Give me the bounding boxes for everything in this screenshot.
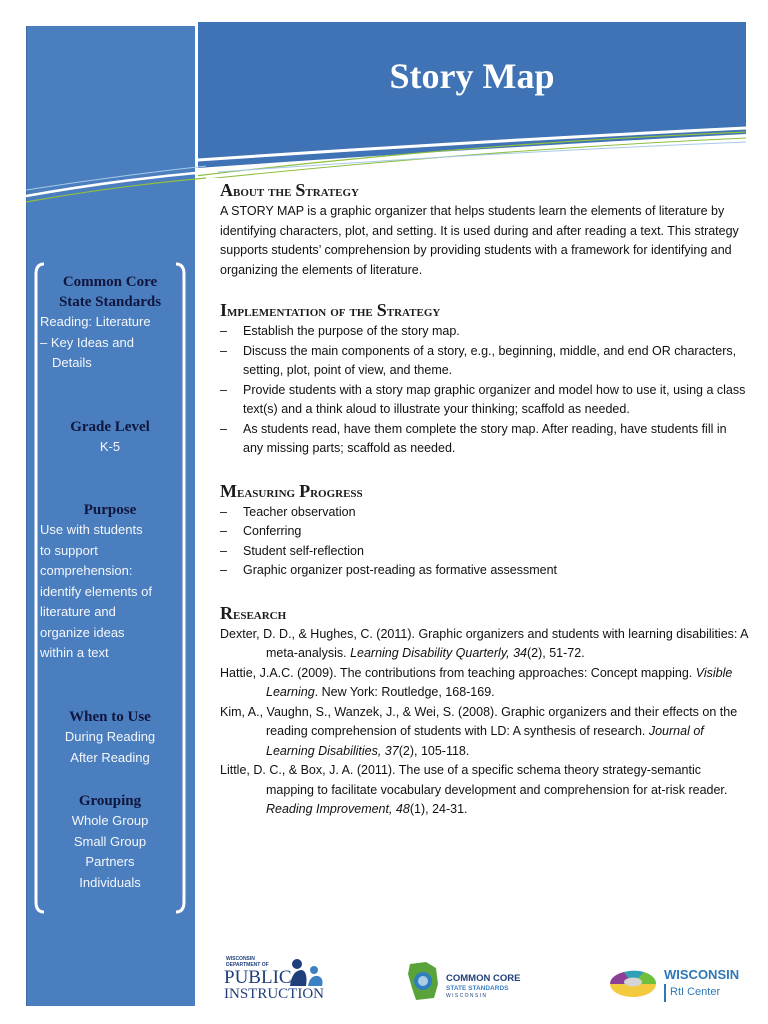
sidebar-swoosh — [26, 150, 206, 210]
purpose-line: Use with students — [40, 522, 143, 537]
grouping-line: Partners — [85, 854, 135, 869]
standards-section — [26, 272, 194, 374]
purpose-line: organize ideas — [40, 624, 125, 640]
research-ref: Dexter, D. D., & Hughes, C. (2011). Graphic organizers and students with learning disabilities: A meta-analysis. Learning Disability Quarterly, 34(2), 51-72. — [220, 626, 748, 660]
grouping-line: Whole Group — [71, 813, 149, 828]
main-content — [220, 180, 748, 820]
list-item: – As students read, have them complete the story map. After reading, have students fill in any missing parts; scaffold as needed. — [220, 420, 748, 459]
purpose-section — [26, 500, 194, 664]
standards-line: – Key Ideas and — [40, 334, 134, 350]
list-item: – Provide students with a story map graphic organizer and model how to use it, using a class text(s) and a think aloud to illustrate your thinking; scaffold as needed. — [220, 381, 748, 420]
grade-value: K-5 — [99, 439, 121, 454]
about-text: A STORY MAP is a graphic organizer that helps students learn the elements of literature by identifying characters, plot, and setting. It is used during and after reading a text. This strategy supports students’ comprehension by providing students with a framework for identifying and organizing the elements of literature. — [220, 204, 739, 277]
grouping-section — [26, 791, 194, 893]
dpi-logo: WISCONSIN DEPARTMENT OF PUBLIC INSTRUCTION — [224, 956, 324, 1002]
about-heading: About the Strategy — [220, 180, 360, 200]
rti-pie-icon — [608, 960, 658, 1000]
rti-center-logo: WISCONSIN RtI Center — [608, 960, 748, 1008]
list-item: – Teacher observation — [220, 503, 748, 523]
people-icon — [288, 958, 326, 988]
when-line: During Reading — [64, 729, 156, 744]
when-heading: When to Use — [69, 709, 151, 725]
wisconsin-map-icon — [406, 960, 442, 1002]
purpose-heading: Purpose — [83, 502, 137, 518]
common-core-logo: COMMON CORE STATE STANDARDS W I S C O N S I N — [406, 960, 536, 1008]
purpose-line: comprehension: — [40, 563, 133, 578]
list-item: – Conferring — [220, 522, 748, 542]
standards-heading-1: Common Core — [62, 274, 158, 290]
measuring-heading: Measuring Progress — [220, 480, 363, 501]
research-ref: Little, D. C., & Box, J. A. (2011). The use of a specific schema theory strategy-semantic mapping to facilitate vocabulary development and comprehension for at-risk reader. Reading Improvement, 48(1), 24-31. — [220, 763, 728, 816]
footer-logos — [220, 954, 748, 1010]
purpose-line: within a text — [40, 645, 109, 660]
when-section — [26, 707, 194, 768]
list-item: – Student self-reflection — [220, 542, 748, 562]
purpose-line: identify elements of — [40, 583, 153, 599]
purpose-line: to support — [40, 542, 98, 558]
research-heading: Research — [220, 602, 287, 623]
standards-line: Reading: Literature — [40, 314, 151, 329]
grade-heading: Grade Level — [70, 419, 150, 435]
page-title: Story Map — [389, 56, 555, 96]
research-ref: Hattie, J.A.C. (2009). The contributions from teaching approaches: Concept mapping. Visible Learning. New York: Routledge, 168-169. — [220, 665, 733, 699]
measuring-list — [220, 503, 748, 581]
implementation-list — [220, 322, 748, 459]
grouping-line: Individuals — [79, 874, 141, 890]
header-banner — [198, 22, 746, 178]
purpose-line: literature and — [40, 604, 116, 619]
grouping-heading: Grouping — [78, 793, 142, 809]
standards-heading-2: State Standards — [58, 294, 162, 310]
standards-line: Details — [52, 355, 92, 370]
list-item: – Graphic organizer post-reading as formative assessment — [220, 561, 748, 581]
research-ref: Kim, A., Vaughn, S., Wanzek, J., & Wei, S. (2008). Graphic organizers and their effects on the reading comprehension of students with LD: A synthesis of research. Journal of Learning Disabilities, 37(2), 105-118. — [220, 704, 738, 758]
list-item: – Establish the purpose of the story map. — [220, 322, 748, 342]
list-item: – Discuss the main components of a story, e.g., beginning, middle, and end OR characters, setting, plot, point of view, and theme. — [220, 342, 748, 381]
when-line: After Reading — [70, 749, 150, 765]
grouping-line: Small Group — [73, 833, 147, 849]
implementation-heading: Implementation of the Strategy — [220, 300, 441, 320]
grade-section — [26, 417, 194, 458]
rti-divider — [664, 984, 666, 1002]
